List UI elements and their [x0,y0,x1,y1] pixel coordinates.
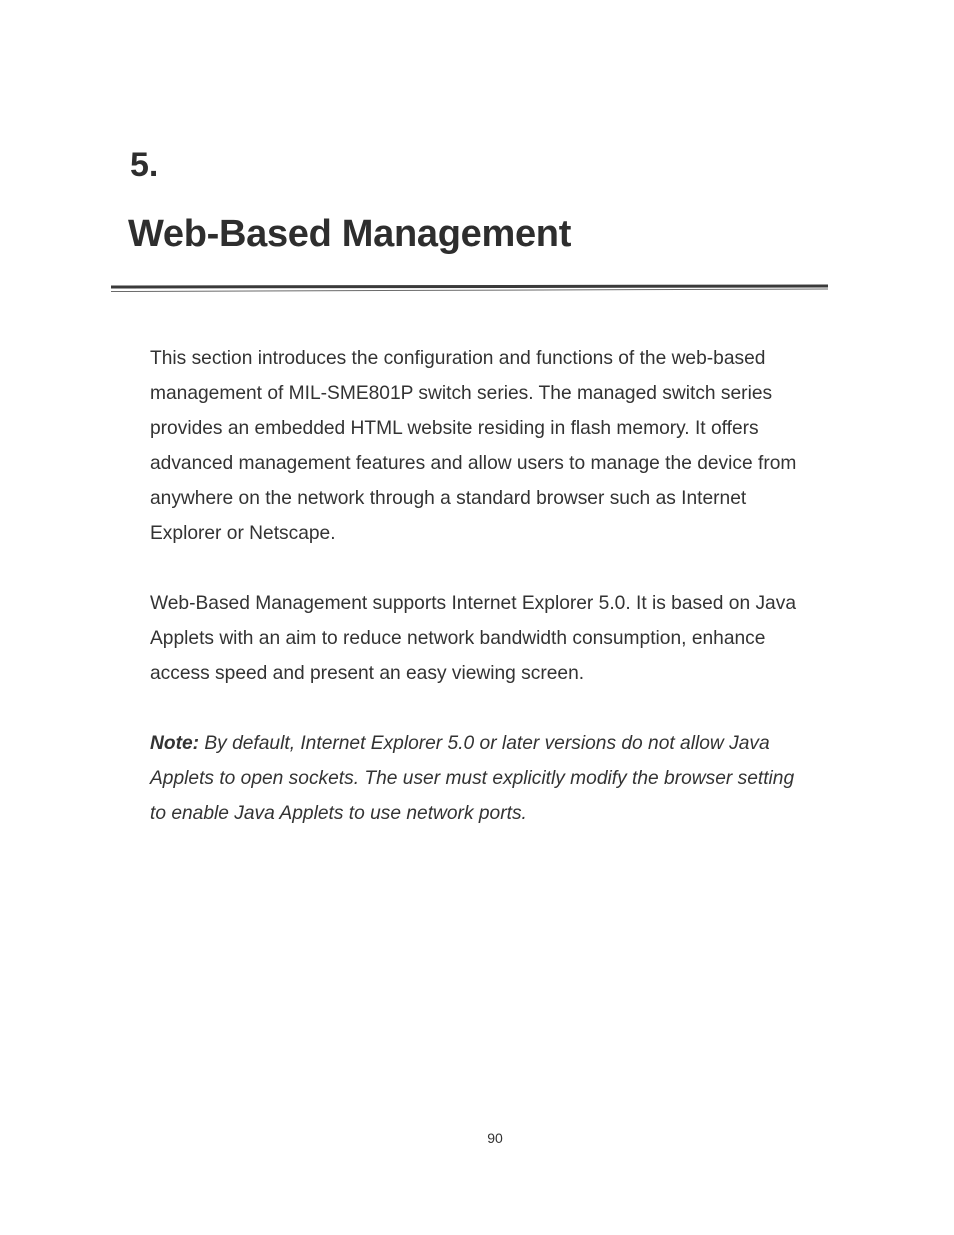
support-line: Applets with an aim to reduce network bandwidth consumption, enhance [150,628,766,649]
intro-line: advanced management features and allow users to manage the device from [150,453,797,474]
intro-line: This section introduces the configuration and functions of the web-based [150,348,766,369]
title-divider [111,284,828,294]
support-paragraph [150,586,850,691]
chapter-title: Web-Based Management [128,213,572,255]
support-line: access speed and present an easy viewing screen. [150,663,585,684]
intro-line: management of MIL-SME801P switch series. The managed switch series [150,383,773,404]
note-label: Note: [150,733,200,754]
intro-line: anywhere on the network through a standard browser such as Internet [150,488,747,509]
note-line: to enable Java Applets to use network ports. [150,803,527,824]
note-paragraph [150,726,850,831]
page-number: 90 [487,1130,503,1146]
chapter-number: 5. [130,146,159,184]
note-line: Applets to open sockets. The user must explicitly modify the browser setting [150,768,795,789]
intro-paragraph [150,341,850,551]
note-line: By default, Internet Explorer 5.0 or later versions do not allow Java [199,733,770,754]
intro-line: Explorer or Netscape. [150,523,336,544]
support-line: Web-Based Management supports Internet Explorer 5.0. It is based on Java [150,593,796,614]
intro-line: provides an embedded HTML website residing in flash memory. It offers [150,418,759,439]
